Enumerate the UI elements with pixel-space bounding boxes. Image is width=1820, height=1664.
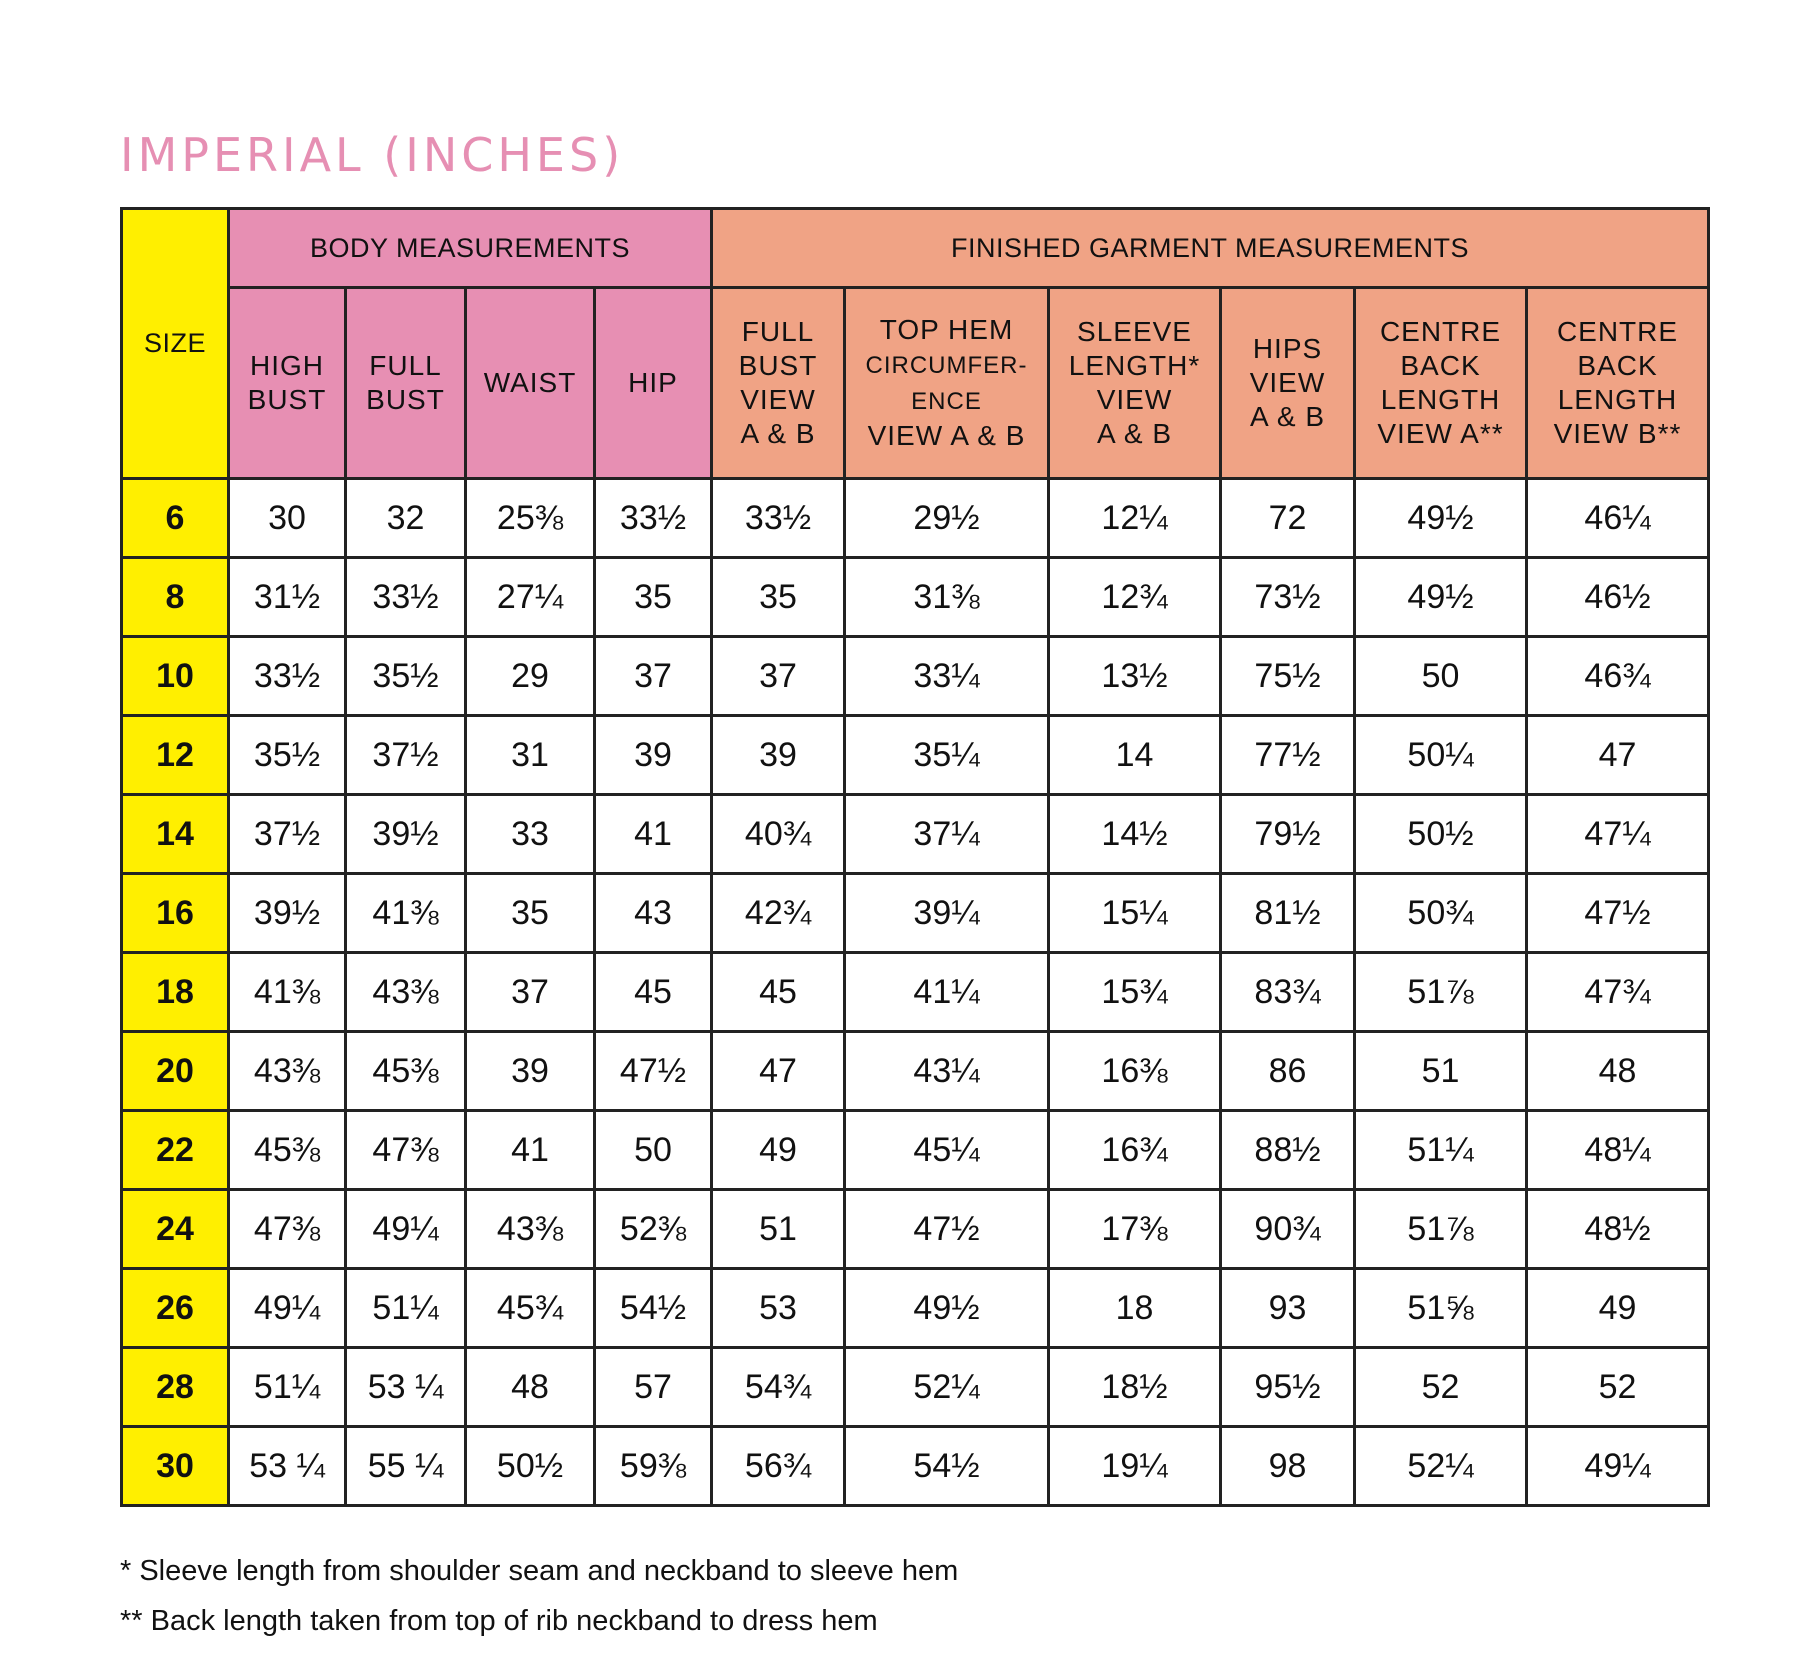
full-bust-cell: 37½ bbox=[346, 716, 466, 795]
full-bust-cell: 47⅜ bbox=[346, 1111, 466, 1190]
waist-cell: 35 bbox=[466, 874, 595, 953]
garment-full-bust-cell: 35 bbox=[712, 558, 845, 637]
garment-centre-back-b-cell: 49¼ bbox=[1527, 1427, 1709, 1506]
garment-hips-cell: 95½ bbox=[1221, 1348, 1355, 1427]
garment-sleeve-length-cell: 18 bbox=[1049, 1269, 1221, 1348]
full-bust-cell: 51¼ bbox=[346, 1269, 466, 1348]
header-label-row bbox=[122, 288, 1709, 479]
garment-sleeve-length-cell: 18½ bbox=[1049, 1348, 1221, 1427]
garment-centre-back-a-cell: 50¾ bbox=[1355, 874, 1527, 953]
garment-sleeve-length-cell: 17⅜ bbox=[1049, 1190, 1221, 1269]
full-bust-cell: 43⅜ bbox=[346, 953, 466, 1032]
high-bust-cell: 31½ bbox=[229, 558, 346, 637]
size-cell: 12 bbox=[122, 716, 229, 795]
garment-full-bust-cell: 49 bbox=[712, 1111, 845, 1190]
hip-cell: 37 bbox=[595, 637, 712, 716]
table-row bbox=[122, 1032, 1709, 1111]
waist-cell: 31 bbox=[466, 716, 595, 795]
high-bust-cell: 43⅜ bbox=[229, 1032, 346, 1111]
full-bust-header: FULL BUST bbox=[346, 288, 466, 479]
garment-hips-header: HIPS VIEW A & B bbox=[1221, 288, 1355, 479]
garment-full-bust-cell: 54¾ bbox=[712, 1348, 845, 1427]
garment-full-bust-cell: 42¾ bbox=[712, 874, 845, 953]
hip-cell: 39 bbox=[595, 716, 712, 795]
page-title: IMPERIAL (INCHES) bbox=[120, 128, 625, 182]
high-bust-cell: 35½ bbox=[229, 716, 346, 795]
garment-full-bust-cell: 53 bbox=[712, 1269, 845, 1348]
full-bust-cell: 55 ¼ bbox=[346, 1427, 466, 1506]
garment-top-hem-cell: 35¼ bbox=[845, 716, 1049, 795]
garment-full-bust-cell: 51 bbox=[712, 1190, 845, 1269]
garment-centre-back-b-cell: 47¼ bbox=[1527, 795, 1709, 874]
size-cell: 26 bbox=[122, 1269, 229, 1348]
garment-sleeve-length-cell: 15¼ bbox=[1049, 874, 1221, 953]
garment-top-hem-cell: 54½ bbox=[845, 1427, 1049, 1506]
waist-cell: 25⅜ bbox=[466, 479, 595, 558]
garment-hips-cell: 79½ bbox=[1221, 795, 1355, 874]
garment-centre-back-a-cell: 51⅝ bbox=[1355, 1269, 1527, 1348]
hip-cell: 50 bbox=[595, 1111, 712, 1190]
high-bust-cell: 49¼ bbox=[229, 1269, 346, 1348]
size-cell: 6 bbox=[122, 479, 229, 558]
size-cell: 20 bbox=[122, 1032, 229, 1111]
full-bust-cell: 33½ bbox=[346, 558, 466, 637]
table-row bbox=[122, 1111, 1709, 1190]
table-row bbox=[122, 1348, 1709, 1427]
garment-centre-back-a-cell: 51¼ bbox=[1355, 1111, 1527, 1190]
full-bust-cell: 41⅜ bbox=[346, 874, 466, 953]
garment-top-hem-cell: 45¼ bbox=[845, 1111, 1049, 1190]
garment-top-hem-cell: 37¼ bbox=[845, 795, 1049, 874]
waist-cell: 27¼ bbox=[466, 558, 595, 637]
garment-full-bust-cell: 56¾ bbox=[712, 1427, 845, 1506]
garment-full-bust-cell: 33½ bbox=[712, 479, 845, 558]
hip-cell: 47½ bbox=[595, 1032, 712, 1111]
garment-sleeve-length-cell: 14 bbox=[1049, 716, 1221, 795]
garment-centre-back-b-cell: 48 bbox=[1527, 1032, 1709, 1111]
garment-centre-back-a-cell: 51⅞ bbox=[1355, 953, 1527, 1032]
garment-full-bust-header: FULL BUST VIEW A & B bbox=[712, 288, 845, 479]
full-bust-cell: 45⅜ bbox=[346, 1032, 466, 1111]
finished-garment-measurements-header: FINISHED GARMENT MEASUREMENTS bbox=[712, 209, 1709, 288]
garment-centre-back-b-cell: 49 bbox=[1527, 1269, 1709, 1348]
size-cell: 10 bbox=[122, 637, 229, 716]
hip-cell: 52⅜ bbox=[595, 1190, 712, 1269]
garment-full-bust-cell: 37 bbox=[712, 637, 845, 716]
garment-centre-back-a-cell: 52 bbox=[1355, 1348, 1527, 1427]
table-row bbox=[122, 637, 1709, 716]
waist-cell: 45¾ bbox=[466, 1269, 595, 1348]
size-chart-body bbox=[122, 479, 1709, 1506]
full-bust-cell: 39½ bbox=[346, 795, 466, 874]
high-bust-cell: 41⅜ bbox=[229, 953, 346, 1032]
size-column-header: SIZE bbox=[122, 209, 229, 479]
garment-top-hem-cell: 41¼ bbox=[845, 953, 1049, 1032]
table-row bbox=[122, 1427, 1709, 1506]
hip-header: HIP bbox=[595, 288, 712, 479]
garment-centre-back-a-header: CENTRE BACK LENGTH VIEW A** bbox=[1355, 288, 1527, 479]
garment-top-hem-cell: 31⅜ bbox=[845, 558, 1049, 637]
garment-full-bust-cell: 39 bbox=[712, 716, 845, 795]
body-measurements-header: BODY MEASUREMENTS bbox=[229, 209, 712, 288]
high-bust-header: HIGH BUST bbox=[229, 288, 346, 479]
garment-hips-cell: 75½ bbox=[1221, 637, 1355, 716]
high-bust-cell: 33½ bbox=[229, 637, 346, 716]
waist-cell: 39 bbox=[466, 1032, 595, 1111]
garment-centre-back-b-cell: 46¾ bbox=[1527, 637, 1709, 716]
garment-hips-cell: 88½ bbox=[1221, 1111, 1355, 1190]
waist-header: WAIST bbox=[466, 288, 595, 479]
full-bust-cell: 53 ¼ bbox=[346, 1348, 466, 1427]
hip-cell: 33½ bbox=[595, 479, 712, 558]
garment-centre-back-a-cell: 51⅞ bbox=[1355, 1190, 1527, 1269]
garment-top-hem-cell: 49½ bbox=[845, 1269, 1049, 1348]
waist-cell: 33 bbox=[466, 795, 595, 874]
garment-sleeve-length-cell: 13½ bbox=[1049, 637, 1221, 716]
table-row bbox=[122, 716, 1709, 795]
garment-top-hem-cell: 43¼ bbox=[845, 1032, 1049, 1111]
garment-sleeve-length-cell: 12¼ bbox=[1049, 479, 1221, 558]
garment-centre-back-a-cell: 51 bbox=[1355, 1032, 1527, 1111]
garment-sleeve-length-cell: 19¼ bbox=[1049, 1427, 1221, 1506]
size-cell: 8 bbox=[122, 558, 229, 637]
garment-hips-cell: 81½ bbox=[1221, 874, 1355, 953]
garment-sleeve-length-cell: 14½ bbox=[1049, 795, 1221, 874]
garment-centre-back-a-cell: 50 bbox=[1355, 637, 1527, 716]
full-bust-cell: 49¼ bbox=[346, 1190, 466, 1269]
table-row bbox=[122, 479, 1709, 558]
table-row bbox=[122, 1269, 1709, 1348]
garment-centre-back-b-cell: 52 bbox=[1527, 1348, 1709, 1427]
size-cell: 28 bbox=[122, 1348, 229, 1427]
garment-sleeve-length-cell: 12¾ bbox=[1049, 558, 1221, 637]
high-bust-cell: 30 bbox=[229, 479, 346, 558]
high-bust-cell: 45⅜ bbox=[229, 1111, 346, 1190]
high-bust-cell: 51¼ bbox=[229, 1348, 346, 1427]
garment-top-hem-cell: 29½ bbox=[845, 479, 1049, 558]
garment-centre-back-b-cell: 48¼ bbox=[1527, 1111, 1709, 1190]
garment-centre-back-a-cell: 49½ bbox=[1355, 479, 1527, 558]
garment-centre-back-a-cell: 50½ bbox=[1355, 795, 1527, 874]
garment-full-bust-cell: 40¾ bbox=[712, 795, 845, 874]
hip-cell: 41 bbox=[595, 795, 712, 874]
table-row bbox=[122, 558, 1709, 637]
high-bust-cell: 47⅜ bbox=[229, 1190, 346, 1269]
garment-centre-back-b-cell: 48½ bbox=[1527, 1190, 1709, 1269]
garment-top-hem-cell: 52¼ bbox=[845, 1348, 1049, 1427]
high-bust-cell: 39½ bbox=[229, 874, 346, 953]
garment-hips-cell: 73½ bbox=[1221, 558, 1355, 637]
waist-cell: 41 bbox=[466, 1111, 595, 1190]
waist-cell: 48 bbox=[466, 1348, 595, 1427]
garment-top-hem-header: TOP HEM CIRCUMFER- ENCE VIEW A & B bbox=[845, 288, 1049, 479]
hip-cell: 45 bbox=[595, 953, 712, 1032]
garment-centre-back-b-header: CENTRE BACK LENGTH VIEW B** bbox=[1527, 288, 1709, 479]
garment-hips-cell: 98 bbox=[1221, 1427, 1355, 1506]
garment-full-bust-cell: 45 bbox=[712, 953, 845, 1032]
garment-centre-back-a-cell: 52¼ bbox=[1355, 1427, 1527, 1506]
size-cell: 30 bbox=[122, 1427, 229, 1506]
garment-sleeve-length-cell: 15¾ bbox=[1049, 953, 1221, 1032]
table-row bbox=[122, 795, 1709, 874]
waist-cell: 43⅜ bbox=[466, 1190, 595, 1269]
hip-cell: 35 bbox=[595, 558, 712, 637]
table-row bbox=[122, 874, 1709, 953]
header-group-row bbox=[122, 209, 1709, 288]
full-bust-cell: 35½ bbox=[346, 637, 466, 716]
waist-cell: 50½ bbox=[466, 1427, 595, 1506]
garment-centre-back-b-cell: 47¾ bbox=[1527, 953, 1709, 1032]
size-cell: 14 bbox=[122, 795, 229, 874]
high-bust-cell: 53 ¼ bbox=[229, 1427, 346, 1506]
size-chart-table bbox=[120, 207, 1710, 1507]
size-cell: 22 bbox=[122, 1111, 229, 1190]
garment-centre-back-b-cell: 47½ bbox=[1527, 874, 1709, 953]
table-row bbox=[122, 1190, 1709, 1269]
footnote-sleeve: * Sleeve length from shoulder seam and neckband to sleeve hem bbox=[120, 1555, 959, 1587]
hip-cell: 57 bbox=[595, 1348, 712, 1427]
garment-hips-cell: 90¾ bbox=[1221, 1190, 1355, 1269]
garment-hips-cell: 77½ bbox=[1221, 716, 1355, 795]
garment-top-hem-cell: 33¼ bbox=[845, 637, 1049, 716]
footnote-back-length: ** Back length taken from top of rib neckband to dress hem bbox=[120, 1605, 878, 1637]
garment-hips-cell: 86 bbox=[1221, 1032, 1355, 1111]
garment-centre-back-b-cell: 46¼ bbox=[1527, 479, 1709, 558]
garment-sleeve-length-cell: 16⅜ bbox=[1049, 1032, 1221, 1111]
garment-top-hem-cell: 39¼ bbox=[845, 874, 1049, 953]
hip-cell: 54½ bbox=[595, 1269, 712, 1348]
high-bust-cell: 37½ bbox=[229, 795, 346, 874]
hip-cell: 59⅜ bbox=[595, 1427, 712, 1506]
size-cell: 18 bbox=[122, 953, 229, 1032]
table-row bbox=[122, 953, 1709, 1032]
garment-full-bust-cell: 47 bbox=[712, 1032, 845, 1111]
hip-cell: 43 bbox=[595, 874, 712, 953]
garment-centre-back-b-cell: 47 bbox=[1527, 716, 1709, 795]
garment-hips-cell: 72 bbox=[1221, 479, 1355, 558]
waist-cell: 37 bbox=[466, 953, 595, 1032]
garment-hips-cell: 93 bbox=[1221, 1269, 1355, 1348]
garment-sleeve-length-header: SLEEVE LENGTH* VIEW A & B bbox=[1049, 288, 1221, 479]
garment-centre-back-a-cell: 50¼ bbox=[1355, 716, 1527, 795]
waist-cell: 29 bbox=[466, 637, 595, 716]
size-cell: 24 bbox=[122, 1190, 229, 1269]
garment-sleeve-length-cell: 16¾ bbox=[1049, 1111, 1221, 1190]
garment-centre-back-a-cell: 49½ bbox=[1355, 558, 1527, 637]
full-bust-cell: 32 bbox=[346, 479, 466, 558]
garment-top-hem-cell: 47½ bbox=[845, 1190, 1049, 1269]
garment-hips-cell: 83¾ bbox=[1221, 953, 1355, 1032]
garment-centre-back-b-cell: 46½ bbox=[1527, 558, 1709, 637]
size-cell: 16 bbox=[122, 874, 229, 953]
